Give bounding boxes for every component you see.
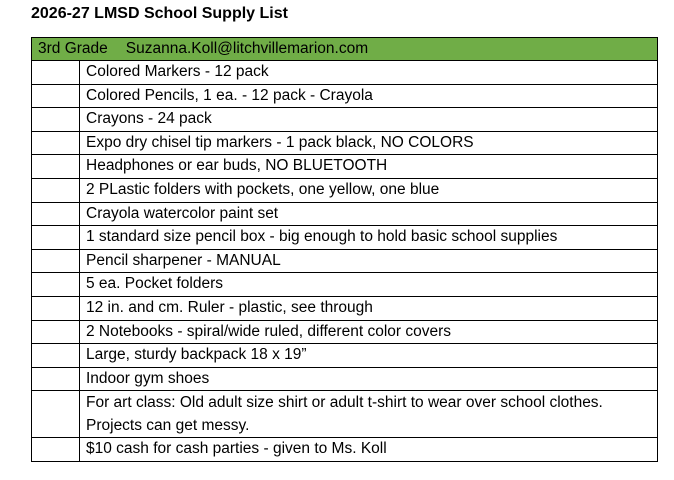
table-row	[32, 320, 658, 344]
document-title: 2026-27 LMSD School Supply List	[31, 5, 288, 22]
table-row	[32, 84, 658, 108]
checkbox-cell	[32, 84, 80, 108]
table-row	[32, 296, 658, 320]
checkbox-cell	[32, 320, 80, 344]
checkbox-cell	[32, 178, 80, 202]
table-row	[32, 61, 658, 85]
checkbox-cell	[32, 61, 80, 85]
checkbox-cell	[32, 391, 80, 438]
table-row	[32, 391, 658, 438]
item-cell: 2 PLastic folders with pockets, one yellow, one blue	[80, 178, 658, 202]
checkbox-cell	[32, 155, 80, 179]
table-row	[32, 344, 658, 368]
item-cell: Large, sturdy backpack 18 x 19”	[80, 344, 658, 368]
table-row	[32, 249, 658, 273]
item-cell: Crayons - 24 pack	[80, 108, 658, 132]
table-header-row	[32, 38, 658, 61]
table-row	[32, 226, 658, 250]
item-cell: Expo dry chisel tip markers - 1 pack black, NO COLORS	[80, 131, 658, 155]
table-row	[32, 273, 658, 297]
item-cell: Colored Pencils, 1 ea. - 12 pack - Crayola	[80, 84, 658, 108]
table-row	[32, 108, 658, 132]
item-cell: 2 Notebooks - spiral/wide ruled, different color covers	[80, 320, 658, 344]
table-row	[32, 367, 658, 391]
teacher-email: Suzanna.Koll@litchvillemarion.com	[125, 40, 369, 57]
table-row	[32, 178, 658, 202]
header-cell	[32, 38, 658, 61]
item-cell: Headphones or ear buds, NO BLUETOOTH	[80, 155, 658, 179]
item-cell: Crayola watercolor paint set	[80, 202, 658, 226]
checkbox-cell	[32, 249, 80, 273]
supply-list-table	[31, 37, 658, 462]
checkbox-cell	[32, 367, 80, 391]
table-row	[32, 438, 658, 462]
checkbox-cell	[32, 108, 80, 132]
item-cell: $10 cash for cash parties - given to Ms. Koll	[80, 438, 658, 462]
checkbox-cell	[32, 202, 80, 226]
table-row	[32, 155, 658, 179]
table-row	[32, 131, 658, 155]
checkbox-cell	[32, 296, 80, 320]
checkbox-cell	[32, 131, 80, 155]
grade-label: 3rd Grade	[38, 40, 108, 57]
checkbox-cell	[32, 273, 80, 297]
item-cell: Pencil sharpener - MANUAL	[80, 249, 658, 273]
item-cell: 1 standard size pencil box - big enough to hold basic school supplies	[80, 226, 658, 250]
checkbox-cell	[32, 344, 80, 368]
checkbox-cell	[32, 226, 80, 250]
item-cell: Indoor gym shoes	[80, 367, 658, 391]
table-row	[32, 202, 658, 226]
item-cell: For art class: Old adult size shirt or adult t-shirt to wear over school clothes. Projects can get messy.	[80, 391, 658, 438]
checkbox-cell	[32, 438, 80, 462]
item-cell: Colored Markers - 12 pack	[80, 61, 658, 85]
item-cell: 5 ea. Pocket folders	[80, 273, 658, 297]
item-cell: 12 in. and cm. Ruler - plastic, see through	[80, 296, 658, 320]
